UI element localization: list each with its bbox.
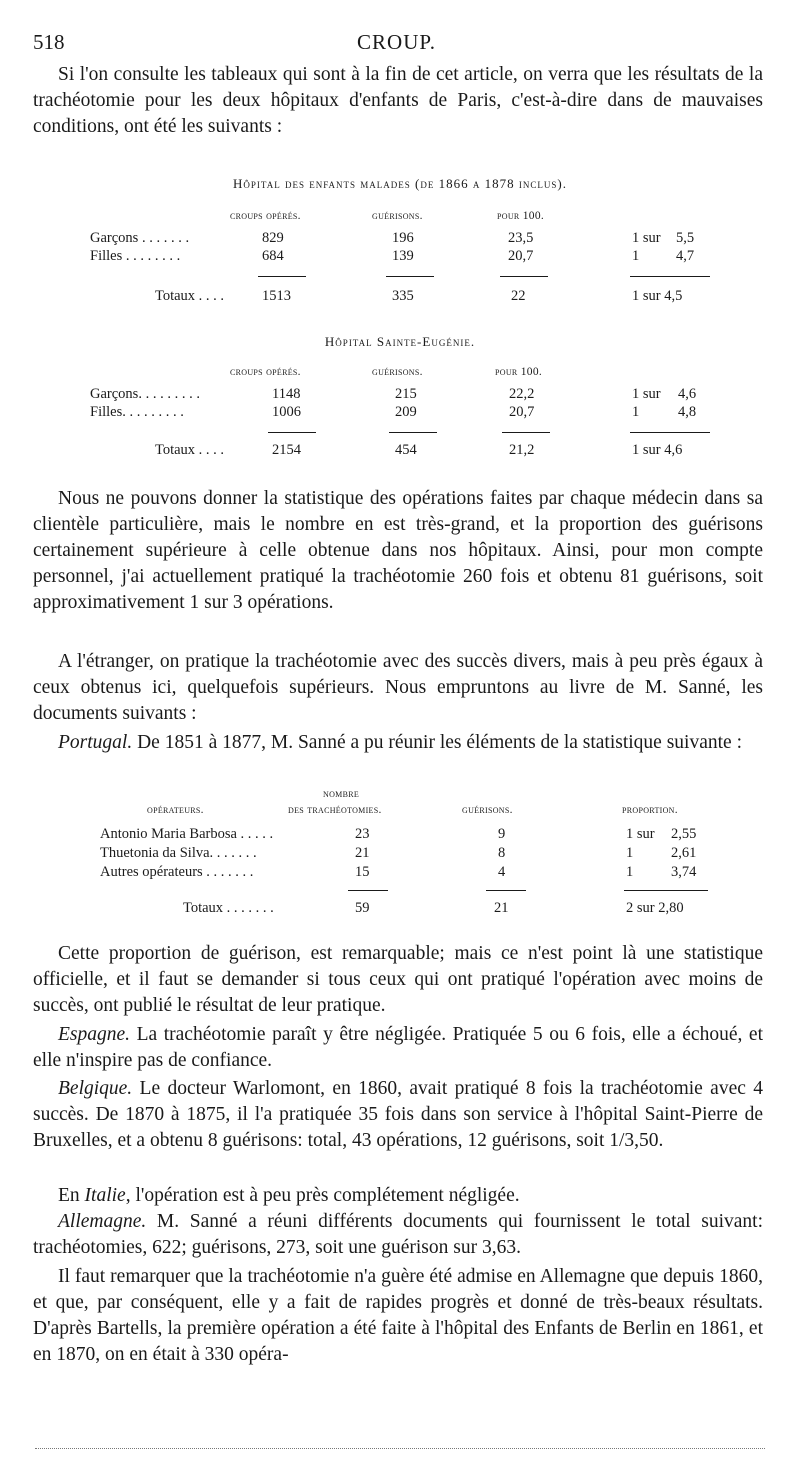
total-ratio: 1 sur 4,5 [632,288,683,304]
row-label: Garçons . . . . . . . [90,230,190,246]
sum-rule [348,890,388,891]
cell-pct: 23,5 [508,230,534,246]
cell-pct: 20,7 [509,404,535,420]
country-belgique: Belgique. [58,1078,133,1099]
paragraph-belgique [33,1076,763,1154]
italie-before: En [58,1185,85,1206]
paragraph-statistique: Nous ne pouvons donner la statistique des opérations faites par chaque médecin dans sa clientèle particulière, mais le nombre en est très-grand, et la proportion des guérisons certainement supérieure à celle obtenue dans nos hôpitaux. Ainsi, pour mon compte personnel, j'ai actuellement pratiqué la trachéotomie 260 fois et obtenu 81 guérisons, soit approximativement 1 sur 3 opérations. [33,488,763,613]
cell-nombre: 15 [355,864,370,880]
bottom-dotted-rule [35,1448,765,1449]
col-header-nombre: des trachéotomies. [288,804,382,816]
paragraph-espagne [33,1022,763,1074]
sum-rule [630,432,710,433]
col-header-nombre-top: nombre [323,788,360,800]
sum-rule [258,276,306,277]
paragraph-final: Il faut remarquer que la trachéotomie n'a guère été admise en Allemagne que depuis 1860, et que, par conséquent, elle y a fait de rapides progrès et donné de très-beaux résultats. D'après Bartells, la première opération a été faite à l'hôpital des Enfants de Berlin en 1861, et en 1870, on en était à 330 opéra- [33,1266,763,1365]
country-allemagne: Allemagne. [58,1211,147,1232]
cell-prop-a: 1 sur [626,826,655,842]
cell-ratio-a: 1 sur [632,386,661,402]
cell-prop-b: 2,55 [671,826,697,842]
cell-prop-a: 1 [626,845,634,861]
cell-ratio-a: 1 [632,248,640,264]
cell-pct: 22,2 [509,386,535,402]
cell-gueris: 215 [395,386,417,402]
page-header [33,30,760,56]
table-caption: Hôpital Sainte-Eugénie. [324,334,476,349]
total-prop: 2 sur 2,80 [626,900,684,916]
cell-ratio-b: 4,8 [678,404,697,420]
total-gueris: 454 [395,442,417,458]
sum-rule [386,276,434,277]
sum-rule [486,890,526,891]
paragraph-proportion: Cette proportion de guérison, est remarquable; mais ce n'est point là une statistique officielle, et il faut se demander si tous ceux qui ont pratiqué l'opération avec moins de succès, ont publié le résultat de leur pratique. [33,943,763,1016]
cell-operes: 829 [262,230,284,246]
portugal-text: De 1851 à 1877, M. Sanné a pu réunir les éléments de la statistique suivante : [132,732,742,753]
col-header-operes: croups opérés. [230,210,301,222]
col-header-pct: pour 100. [495,366,543,378]
row-label: Garçons. . . . . . . . . [90,386,200,402]
col-header-pct: pour 100. [497,210,545,222]
total-gueris: 21 [494,900,509,916]
sum-rule [389,432,437,433]
cell-gueris: 8 [498,845,506,861]
sum-rule [630,276,710,277]
sum-rule [502,432,550,433]
row-label: Autres opérateurs . . . . . . . [100,864,254,880]
cell-gueris: 209 [395,404,417,420]
total-label: Totaux . . . . [155,442,225,458]
page-number: 518 [33,30,65,54]
paragraph-allemagne [33,1209,763,1261]
espagne-text: La trachéotomie paraît y être négligée. Pratiquée 5 ou 6 fois, elle a échoué, et elle n'inspire pas de confiance. [33,1024,763,1071]
total-pct: 22 [511,288,526,304]
belgique-text: Le docteur Warlomont, en 1860, avait pratiqué 8 fois la trachéotomie avec 4 succès. De 1870 à 1875, il l'a pratiquée 35 fois dans son service à l'hôpital Saint-Pierre de Bruxelles, et a obtenu 8 guérisons: total, 43 opérations, 12 guérisons, soit 1/3,50. [33,1078,763,1151]
cell-ratio-a: 1 sur [632,230,661,246]
cell-nombre: 23 [355,826,370,842]
country-portugal: Portugal. [58,732,133,753]
col-header-operes: croups opérés. [230,366,301,378]
sum-rule [500,276,548,277]
cell-ratio-b: 5,5 [676,230,695,246]
col-header-gueris: guérisons. [372,210,423,222]
col-header-proportion: proportion. [622,804,678,816]
cell-prop-b: 2,61 [671,845,697,861]
total-pct: 21,2 [509,442,535,458]
cell-operes: 1006 [272,404,301,420]
row-label: Antonio Maria Barbosa . . . . . [100,826,274,842]
sum-rule [268,432,316,433]
country-italie: Italie [84,1185,126,1206]
col-header-operateurs: opérateurs. [147,804,204,816]
paragraph-portugal [33,730,763,756]
cell-operes: 1148 [272,386,301,402]
cell-pct: 20,7 [508,248,534,264]
italie-after: , l'opération est à peu près complétement négligée. [125,1185,520,1206]
paragraph-etranger: A l'étranger, on pratique la trachéotomie avec des succès divers, mais à peu près égaux à ceux obtenus ici, quelquefois supérieurs. Nous empruntons au livre de M. Sanné, les documents suivants : [33,651,763,724]
country-espagne: Espagne. [58,1024,131,1045]
cell-prop-a: 1 [626,864,634,880]
total-nombre: 59 [355,900,370,916]
cell-ratio-b: 4,6 [678,386,697,402]
cell-ratio-a: 1 [632,404,640,420]
col-header-gueris: guérisons. [372,366,423,378]
total-gueris: 335 [392,288,414,304]
paragraph-italie [33,1183,763,1209]
cell-ratio-b: 4,7 [676,248,695,264]
row-label: Filles. . . . . . . . . [90,404,184,420]
cell-operes: 684 [262,248,284,264]
total-label: Totaux . . . . . . . [183,900,274,916]
total-operes: 1513 [262,288,291,304]
total-operes: 2154 [272,442,301,458]
row-label: Thuetonia da Silva. . . . . . . [100,845,257,861]
cell-gueris: 4 [498,864,506,880]
col-header-gueris: guérisons. [462,804,513,816]
cell-gueris: 196 [392,230,414,246]
total-ratio: 1 sur 4,6 [632,442,683,458]
cell-gueris: 9 [498,826,506,842]
total-label: Totaux . . . . [155,288,225,304]
cell-nombre: 21 [355,845,370,861]
intro-paragraph: Si l'on consulte les tableaux qui sont à la fin de cet article, on verra que les résultats de la trachéotomie pour les deux hôpitaux d'enfants de Paris, c'est-à-dire dans de mauvaises conditions, ont été les suivants : [33,64,763,137]
row-label: Filles . . . . . . . . [90,248,181,264]
table-caption: Hôpital des enfants malades (de 1866 a 1878 inclus). [233,176,567,191]
running-title: CROUP. [357,30,436,54]
cell-prop-b: 3,74 [671,864,697,880]
allemagne-text: M. Sanné a réuni différents documents qui fournissent le total suivant: trachéotomies, 622; guérisons, 273, soit une guérison sur 3,63. [33,1211,763,1258]
cell-gueris: 139 [392,248,414,264]
sum-rule [624,890,708,891]
